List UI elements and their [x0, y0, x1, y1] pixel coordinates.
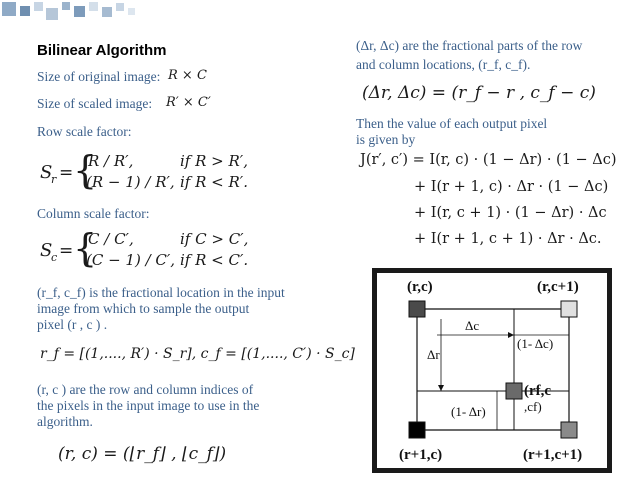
interpolation-svg	[377, 273, 607, 468]
sr-lhs: S	[40, 162, 53, 183]
rc-equation: (r, c) = (⌊r_f⌋ , ⌊c_f⌋)	[58, 444, 227, 464]
label-dr: Δr	[427, 347, 440, 362]
j-line3: + I(r, c + 1) · (1 − Δr) · Δc	[414, 205, 607, 221]
sc-sub: c	[51, 251, 58, 264]
label-tl: (r,c)	[407, 279, 433, 295]
label-mid: (rf,c	[524, 383, 552, 399]
deco-square	[102, 7, 112, 17]
label-mid2: ,cf)	[524, 399, 542, 414]
rf-equation: r_f = [(1,...., R′) · S_r], c_f = [(1,...., C′) · S_c]	[40, 346, 355, 362]
pixel-tr	[561, 301, 577, 317]
j-line2: + I(r + 1, c) · Δr · (1 − Δc)	[414, 179, 609, 195]
pixel-tl	[409, 301, 425, 317]
sr-cond2: if R < R′.	[180, 173, 248, 191]
sc-cond2: if R < C′.	[180, 251, 249, 269]
sr-case2: (R − 1) / R′,	[86, 173, 175, 191]
label-one-minus-dr: (1- Δr)	[451, 404, 486, 419]
deco-square	[128, 8, 135, 15]
deco-square	[20, 6, 30, 16]
col-scale-label: Column scale factor:	[37, 206, 150, 221]
sc-brace: {	[73, 226, 98, 270]
deco-square	[34, 2, 43, 11]
rc-line2: the pixels in the input image to use in the	[37, 398, 260, 413]
label-one-minus-dc: (1- Δc)	[517, 336, 554, 351]
size-scaled-value: R′ × C′	[166, 95, 211, 110]
deco-square	[2, 2, 16, 16]
j-line4: + I(r + 1, c + 1) · Δr · Δc.	[414, 231, 602, 247]
sc-lhs: S	[40, 240, 53, 261]
dc-arrow-head	[508, 332, 514, 338]
sc-case1: C / C′,	[88, 230, 134, 248]
frac-loc-line1: (r_f, c_f) is the fractional location in the input	[37, 285, 285, 300]
frac-loc-text	[37, 285, 327, 333]
size-original-label: Size of original image:	[37, 69, 161, 84]
label-dc: Δc	[465, 318, 480, 333]
sr-brace: {	[73, 148, 98, 192]
delta-text	[356, 38, 626, 73]
then-line1: Then the value of each output pixel	[356, 116, 548, 131]
deco-square	[62, 2, 70, 10]
deco-square	[89, 2, 98, 11]
then-text	[356, 116, 626, 148]
delta-equation: (Δr, Δc) = (r_f − r , c_f − c)	[362, 83, 596, 103]
sr-cond1: if R > R′,	[180, 152, 248, 170]
decoration-squares	[0, 0, 150, 24]
rc-line1: (r, c ) are the row and column indices of	[37, 382, 254, 397]
pixel-mid	[506, 383, 522, 399]
sr-equals: =	[59, 163, 74, 183]
sc-equals: =	[59, 241, 74, 261]
sc-equation	[40, 226, 280, 275]
sr-case1: R / R′,	[88, 152, 134, 170]
label-tr: (r,c+1)	[537, 279, 579, 295]
interpolation-diagram	[372, 268, 612, 473]
frac-loc-line3: pixel (r , c ) .	[37, 317, 108, 332]
rc-line3: algorithm.	[37, 414, 93, 429]
dr-arrow-head	[438, 385, 444, 391]
sc-cond1: if C > C′,	[180, 230, 249, 248]
slide-title: Bilinear Algorithm	[37, 42, 167, 59]
deco-square	[116, 3, 124, 11]
deco-square	[46, 8, 58, 20]
sr-equation	[40, 148, 280, 197]
sr-sub: r	[51, 173, 57, 186]
size-original-value: R × C	[168, 68, 207, 83]
label-br: (r+1,c+1)	[523, 447, 583, 463]
deco-square	[74, 6, 85, 17]
pixel-bl	[409, 422, 425, 438]
pixel-br	[561, 422, 577, 438]
frac-loc-line2: image from which to sample the output	[37, 301, 250, 316]
label-bl: (r+1,c)	[399, 447, 443, 463]
size-scaled-label: Size of scaled image:	[37, 96, 153, 111]
j-line1: J(r′, c′) = I(r, c) · (1 − Δr) · (1 − Δc)	[360, 152, 617, 168]
rc-text	[37, 382, 327, 430]
then-line2: is given by	[356, 132, 416, 147]
j-equation	[360, 152, 630, 262]
delta-line2: and column locations, (r_f, c_f).	[356, 57, 531, 72]
delta-line1: (Δr, Δc) are the fractional parts of the row	[356, 38, 583, 53]
row-scale-label: Row scale factor:	[37, 124, 132, 139]
sc-case2: (C − 1) / C′,	[86, 251, 176, 269]
